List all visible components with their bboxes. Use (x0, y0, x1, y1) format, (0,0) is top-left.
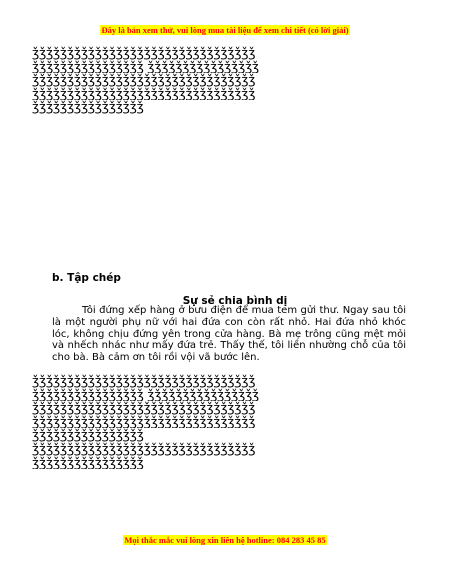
story-paragraph: Tôi đứng xếp hàng ở bưu điện để mua tem gửi thư. Ngay sau tôi là một người phụ nữ với hai đứa con còn rất nhỏ. Hai đứa nhỏ khóc lóc, không chịu đứng yên trong cửa hàng. Bà mẹ trông cũng mệt mỏi và nhếch nhác như mấy đứa trẻ. Thấy thế, tôi liền nhường chỗ của tôi cho bà. Bà cảm ơn tôi rồi vội vã bước lên. (52, 305, 406, 364)
story-title: Sự sẻ chia bình dị (182, 295, 288, 307)
practice-line: ǯǯǯǯǯǯǯǯǯǯǯǯǯǯǯǯǯǯǯǯǯǯǯǯǯǯǯǯǯǯǯǯ (32, 401, 256, 415)
practice-line: ǯǯǯǯǯǯǯǯǯǯǯǯǯǯǯǯǯǯǯǯǯǯǯǯǯǯǯǯǯǯǯǯ (32, 86, 256, 101)
preview-notice (0, 24, 450, 36)
practice-line: ǯǯǯǯǯǯǯǯǯǯǯǯǯǯǯǯ (32, 455, 144, 470)
practice-line: ǯǯǯǯǯǯǯǯǯǯǯǯǯǯǯǯ ǯǯǯǯǯǯǯǯǯǯǯǯǯǯǯǯ (32, 387, 259, 402)
practice-lines-top (32, 46, 422, 114)
practice-line: ǯǯǯǯǯǯǯǯǯǯǯǯǯǯǯǯǯǯǯǯǯǯǯǯǯǯǯǯǯǯǯǯ (32, 46, 256, 60)
practice-line: ǯǯǯǯǯǯǯǯǯǯǯǯǯǯǯǯ (32, 428, 144, 442)
preview-notice-text: Đây là bản xem thử, vui lòng mua tài liệu để xem chi tiết (có lời giải) (101, 25, 349, 35)
section-heading: b. Tập chép (52, 272, 121, 284)
hotline-footer (0, 534, 450, 546)
hotline-text: Mọi thắc mắc vui lòng xin liên hệ hotline: 084 283 45 85 (124, 535, 326, 545)
practice-line: ǯǯǯǯǯǯǯǯǯǯǯǯǯǯǯǯǯǯǯǯǯǯǯǯǯǯǯǯǯǯǯǯ (32, 441, 256, 456)
practice-line: ǯǯǯǯǯǯǯǯǯǯǯǯǯǯǯǯǯǯǯǯǯǯǯǯǯǯǯǯǯǯǯǯ (32, 374, 256, 388)
practice-line: ǯǯǯǯǯǯǯǯǯǯǯǯǯǯǯǯǯǯǯǯǯǯǯǯǯǯǯǯǯǯǯǯ (32, 73, 256, 87)
practice-line: ǯǯǯǯǯǯǯǯǯǯǯǯǯǯǯǯ (32, 100, 144, 114)
practice-line: ǯǯǯǯǯǯǯǯǯǯǯǯǯǯǯǯ ǯǯǯǯǯǯǯǯǯǯǯǯǯǯǯǯ (32, 59, 259, 74)
practice-line: ǯǯǯǯǯǯǯǯǯǯǯǯǯǯǯǯǯǯǯǯǯǯǯǯǯǯǯǯǯǯǯǯ (32, 414, 256, 429)
practice-lines-bottom (32, 374, 422, 469)
